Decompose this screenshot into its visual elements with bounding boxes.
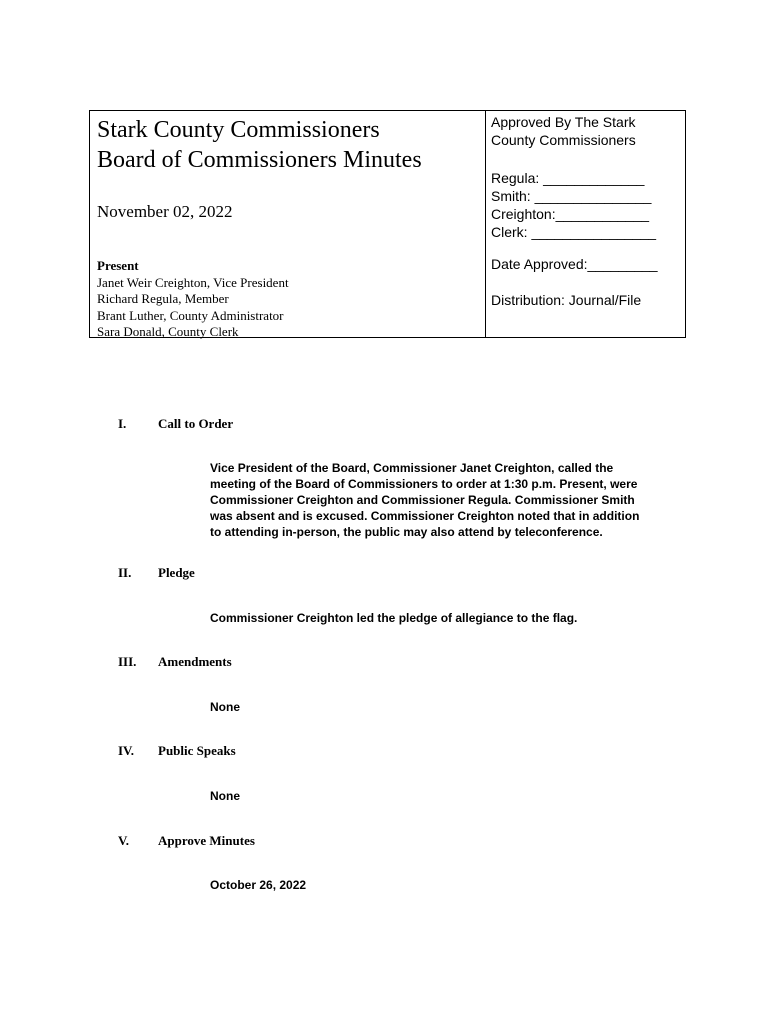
body-line: None (210, 700, 240, 714)
distribution: Distribution: Journal/File (491, 292, 642, 308)
section-heading-approve-minutes (118, 833, 255, 849)
section-heading-call-to-order (118, 416, 233, 432)
section-heading-pledge (118, 565, 195, 581)
present-member: Richard Regula, Member (97, 291, 229, 306)
header-box (89, 110, 686, 338)
body-line: Commissioner Creighton and Commissioner Regula. Commissioner Smith (210, 493, 635, 507)
section-heading-amendments (118, 654, 232, 670)
section-number: II. (118, 565, 132, 580)
approved-line-2: County Commissioners (491, 132, 636, 148)
section-number: V. (118, 833, 129, 848)
body-line: Commissioner Creighton led the pledge of allegiance to the flag. (210, 611, 578, 625)
section-body-approve-minutes (210, 877, 680, 893)
header-right-cell (486, 111, 685, 337)
approved-by (491, 113, 636, 149)
present-block (97, 258, 289, 341)
title-line-2: Board of Commissioners Minutes (97, 147, 422, 173)
section-title: Amendments (158, 654, 232, 669)
body-line: Vice President of the Board, Commissioner Janet Creighton, called the (210, 461, 614, 475)
approved-line-1: Approved By The Stark (491, 114, 636, 130)
present-member: Janet Weir Creighton, Vice President (97, 274, 289, 290)
date-approved: Date Approved:_________ (491, 256, 658, 272)
present-member: Brant Luther, County Administrator (97, 307, 284, 323)
present-member: Sara Donald, County Clerk (97, 324, 239, 339)
signature-smith: Smith: _______________ (491, 188, 652, 204)
body-line: meeting of the Board of Commissioners to order at 1:30 p.m. Present, were (210, 477, 638, 491)
signature-creighton: Creighton:____________ (491, 206, 650, 222)
present-heading: Present (97, 258, 139, 273)
section-body-call-to-order (210, 460, 680, 540)
section-number: III. (118, 654, 137, 669)
section-heading-public-speaks (118, 743, 236, 759)
meeting-date: November 02, 2022 (97, 202, 233, 221)
section-body-public-speaks (210, 788, 680, 804)
section-title: Call to Order (158, 416, 234, 431)
section-body-pledge (210, 610, 680, 626)
signature-lines (491, 169, 656, 241)
body-line: to attending in-person, the public may also attend by teleconference. (210, 525, 603, 539)
section-number: IV. (118, 743, 135, 758)
body-line: October 26, 2022 (210, 878, 307, 892)
section-body-amendments (210, 699, 680, 715)
body-line: None (210, 789, 240, 803)
signature-clerk: Clerk: ________________ (491, 224, 657, 240)
section-title: Public Speaks (158, 743, 236, 758)
section-title: Pledge (158, 565, 195, 580)
document-title (97, 115, 422, 175)
section-title: Approve Minutes (158, 833, 255, 848)
signature-regula: Regula: _____________ (491, 170, 645, 186)
body-line: was absent and is excused. Commissioner Creighton noted that in addition (210, 509, 640, 523)
title-line-1: Stark County Commissioners (97, 117, 380, 143)
header-left-cell (90, 111, 486, 337)
section-number: I. (118, 416, 127, 431)
